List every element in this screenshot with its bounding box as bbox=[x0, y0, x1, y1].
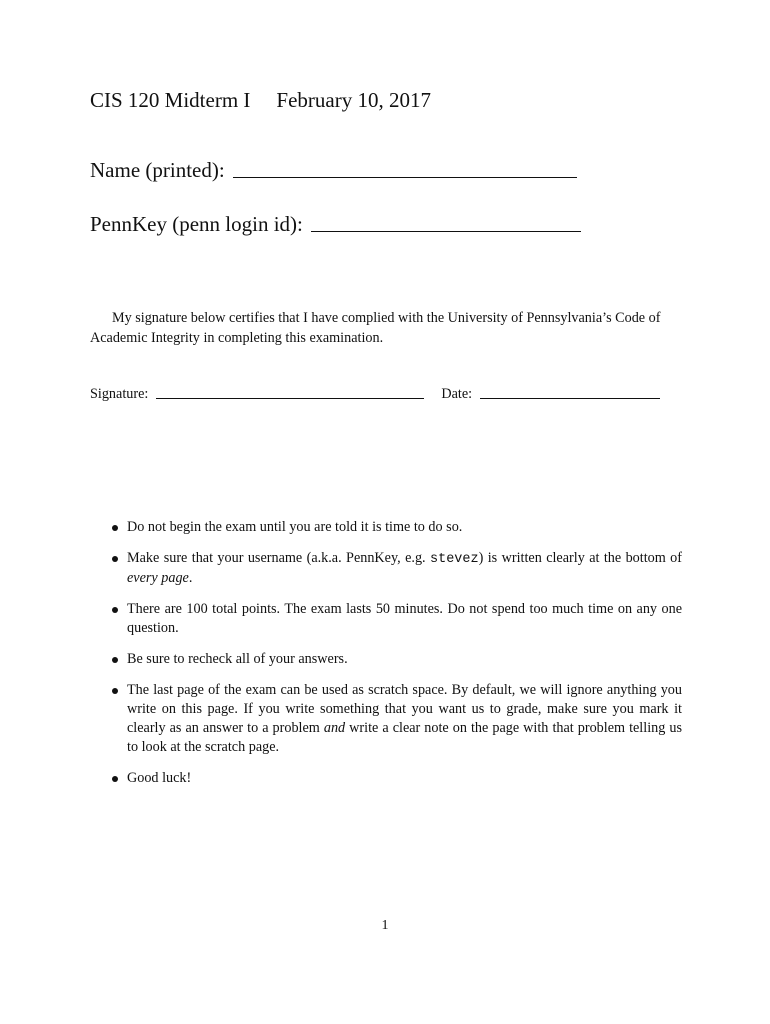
bullet-icon bbox=[112, 688, 118, 694]
signature-blank-line bbox=[156, 398, 424, 399]
date-label: Date: bbox=[441, 386, 473, 402]
bullet-icon bbox=[112, 607, 118, 613]
name-blank-line bbox=[233, 177, 577, 178]
name-field bbox=[90, 158, 577, 183]
instruction-text-pre: Make sure that your username (a.k.a. PennKey, e.g. bbox=[127, 550, 430, 566]
pennkey-label: PennKey (penn login id): bbox=[90, 212, 303, 236]
instructions-list bbox=[110, 518, 682, 800]
instruction-text: There are 100 total points. The exam lasts 50 minutes. Do not spend too much time on any one question. bbox=[127, 601, 682, 636]
signature-label: Signature: bbox=[90, 386, 149, 402]
instruction-text: Be sure to recheck all of your answers. bbox=[127, 651, 348, 667]
instruction-item bbox=[110, 769, 682, 788]
exam-title bbox=[90, 88, 431, 113]
instruction-item bbox=[110, 600, 682, 638]
instruction-text-pre: The last page of the exam can be used as scratch space. By default, we will ignore anything you write on this page. If you write something that you want us to grade, make sure you mark it clearly as an answer to a problem bbox=[127, 682, 682, 736]
course-title: CIS 120 Midterm I bbox=[90, 88, 251, 112]
bullet-icon bbox=[112, 776, 118, 782]
instruction-text-post: . bbox=[188, 570, 193, 586]
bullet-icon bbox=[112, 556, 118, 562]
instruction-text-mid: ) is written clearly at the bottom of bbox=[478, 550, 682, 566]
instruction-emphasis: every page bbox=[127, 570, 189, 586]
bullet-icon bbox=[112, 657, 118, 663]
page-number: 1 bbox=[381, 918, 389, 933]
instruction-item bbox=[110, 650, 682, 669]
pennkey-blank-line bbox=[311, 231, 581, 232]
instruction-text: Do not begin the exam until you are told it is time to do so. bbox=[127, 519, 463, 535]
pennkey-field bbox=[90, 212, 581, 237]
integrity-certification: My signature below certifies that I have complied with the University of Pennsylvania’s Code of Academic Integrity in completing this examination. bbox=[90, 310, 661, 346]
instruction-item bbox=[110, 549, 682, 588]
instruction-text-post: write a clear note on the page with that problem telling us to look at the scratch page. bbox=[127, 720, 682, 755]
signature-row bbox=[90, 386, 660, 403]
example-username: stevez bbox=[430, 552, 479, 567]
instruction-item bbox=[110, 518, 682, 537]
name-label: Name (printed): bbox=[90, 158, 225, 182]
bullet-icon bbox=[112, 525, 118, 531]
exam-date: February 10, 2017 bbox=[276, 88, 431, 112]
instruction-text: Good luck! bbox=[127, 770, 192, 786]
instruction-emphasis: and bbox=[323, 720, 346, 736]
instruction-item bbox=[110, 681, 682, 757]
date-blank-line bbox=[480, 398, 660, 399]
